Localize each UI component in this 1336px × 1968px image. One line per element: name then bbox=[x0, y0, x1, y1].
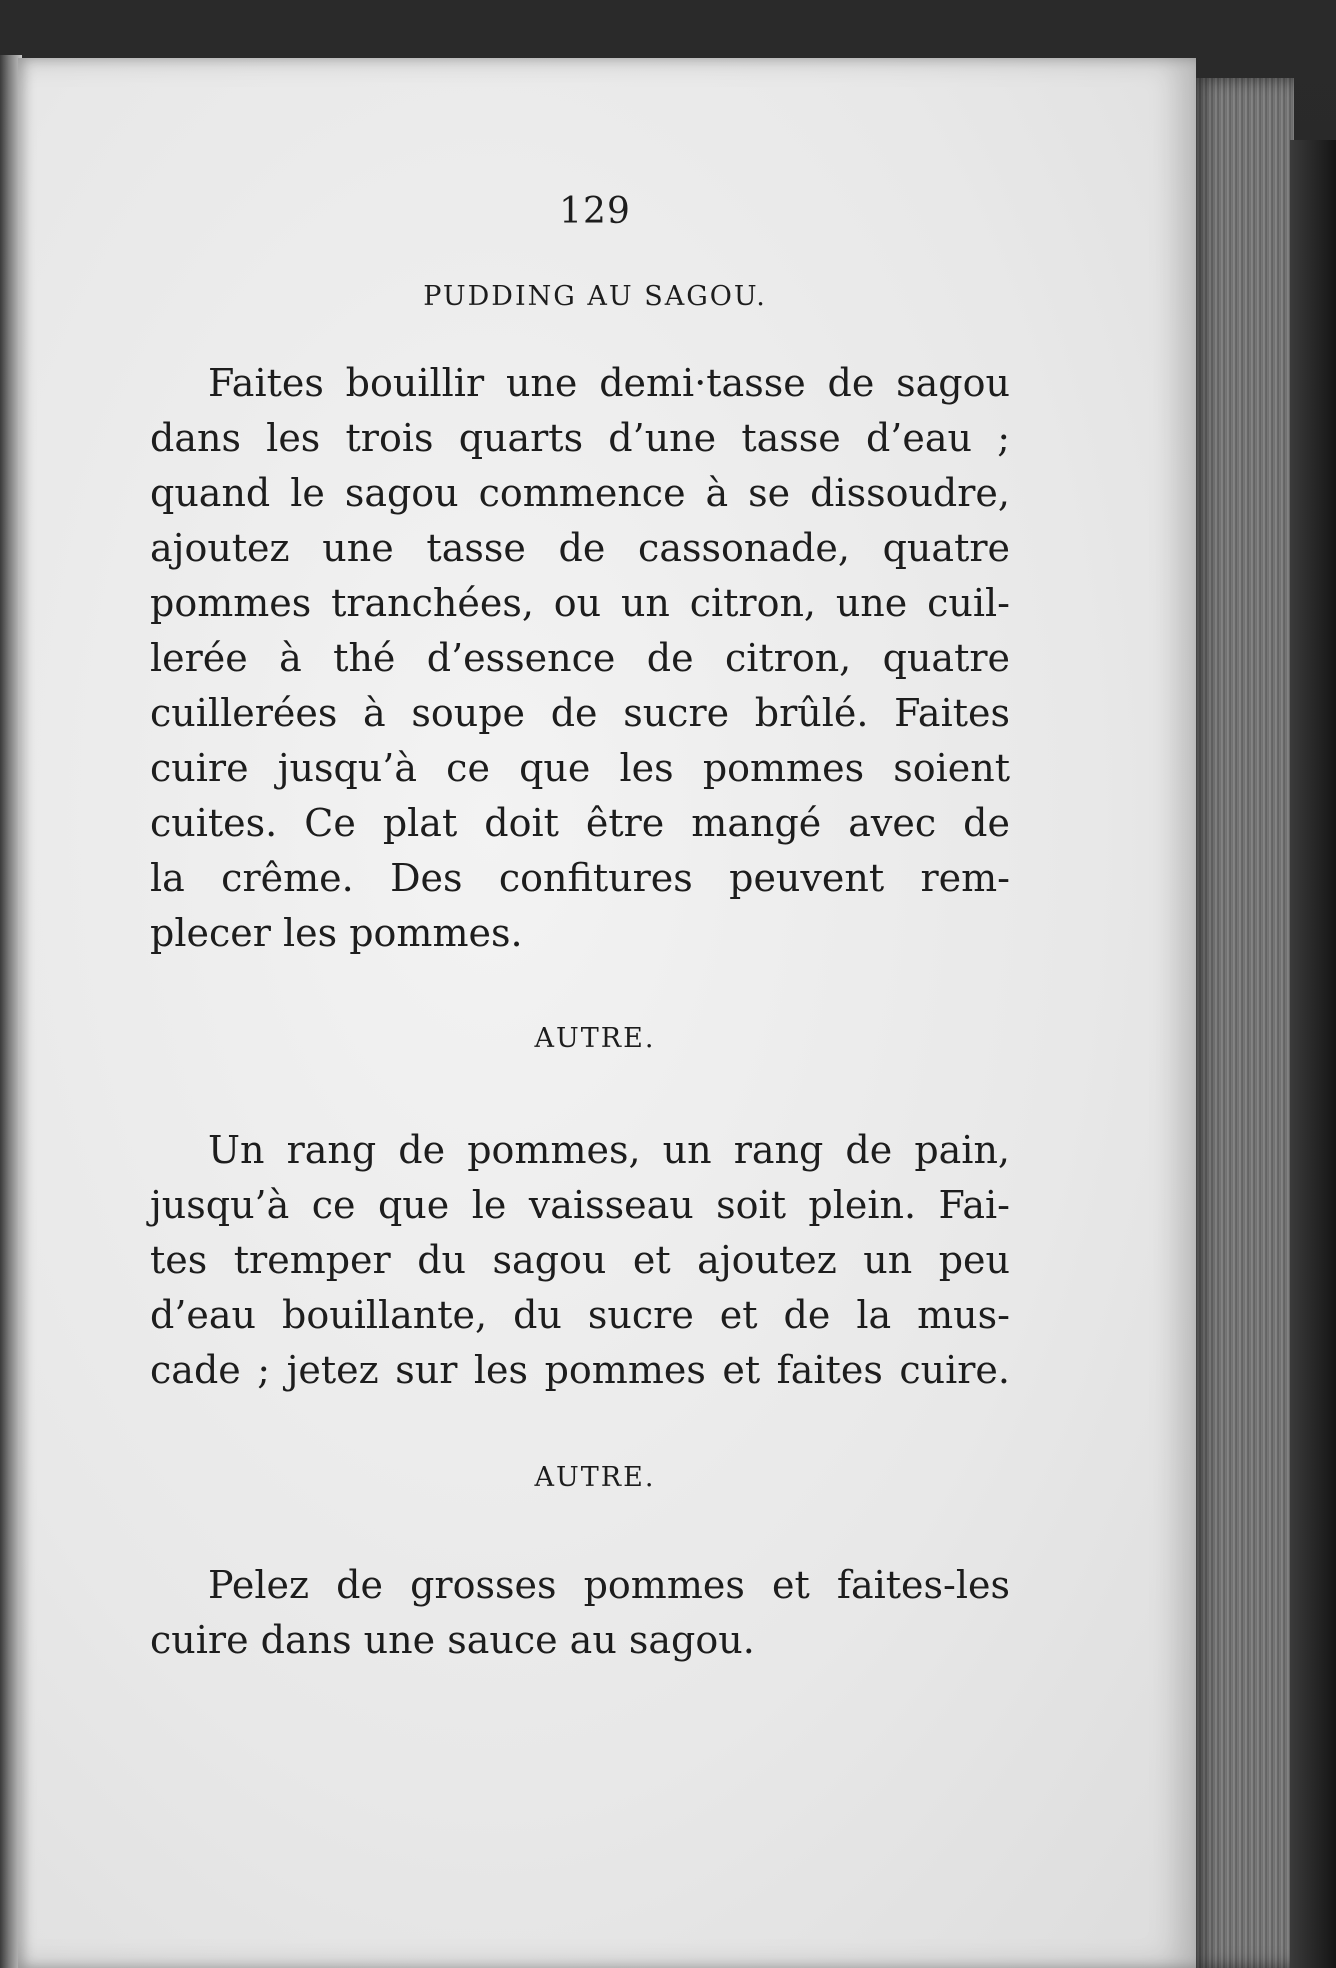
text-line: lerée à thé d’essence de citron, quatre bbox=[150, 635, 1010, 680]
section-heading-autre-2: AUTRE. bbox=[534, 1461, 656, 1493]
text-line: cuire dans une sauce au sagou. bbox=[150, 1618, 755, 1663]
text-line: Faites bouillir une demi·tasse de sagou bbox=[208, 360, 1010, 405]
text-line: tes tremper du sagou et ajoutez un peu bbox=[150, 1237, 1010, 1282]
page-stack-edge bbox=[1190, 78, 1294, 1968]
text-line: dans les trois quarts d’une tasse d’eau ; bbox=[150, 415, 1010, 460]
page-number: 129 bbox=[559, 191, 631, 232]
text-line: plecer les pommes. bbox=[150, 910, 523, 955]
text-line: la crême. Des confitures peuvent rem- bbox=[150, 855, 1010, 900]
text-line: cade ; jetez sur les pommes et faites cuire. bbox=[150, 1347, 1010, 1392]
text-line: pommes tranchées, ou un citron, une cuil- bbox=[150, 580, 1010, 625]
text-line: ajoutez une tasse de cassonade, quatre bbox=[150, 525, 1010, 570]
text-line: cuire jusqu’à ce que les pommes soient bbox=[150, 745, 1010, 790]
text-line: Pelez de grosses pommes et faites-les bbox=[208, 1563, 1010, 1608]
text-line: Un rang de pommes, un rang de pain, bbox=[208, 1127, 1010, 1172]
text-line: jusqu’à ce que le vaisseau soit plein. Fai- bbox=[150, 1182, 1010, 1227]
recipe-paragraph-3 bbox=[150, 1558, 1010, 1668]
recipe-paragraph-1 bbox=[150, 356, 1010, 961]
text-line: cuillerées à soupe de sucre brûlé. Faites bbox=[150, 690, 1010, 735]
text-line: cuites. Ce plat doit être mangé avec de bbox=[150, 800, 1010, 845]
page-content bbox=[150, 190, 1010, 1668]
recipe-paragraph-2 bbox=[150, 1123, 1010, 1398]
background-shadow bbox=[1290, 140, 1336, 1968]
text-line: quand le sagou commence à se dissoudre, bbox=[150, 470, 1010, 515]
section-heading-pudding: PUDDING AU SAGOU. bbox=[423, 281, 767, 313]
section-heading-autre-1: AUTRE. bbox=[534, 1022, 656, 1054]
text-line: d’eau bouillante, du sucre et de la mus- bbox=[150, 1292, 1010, 1337]
